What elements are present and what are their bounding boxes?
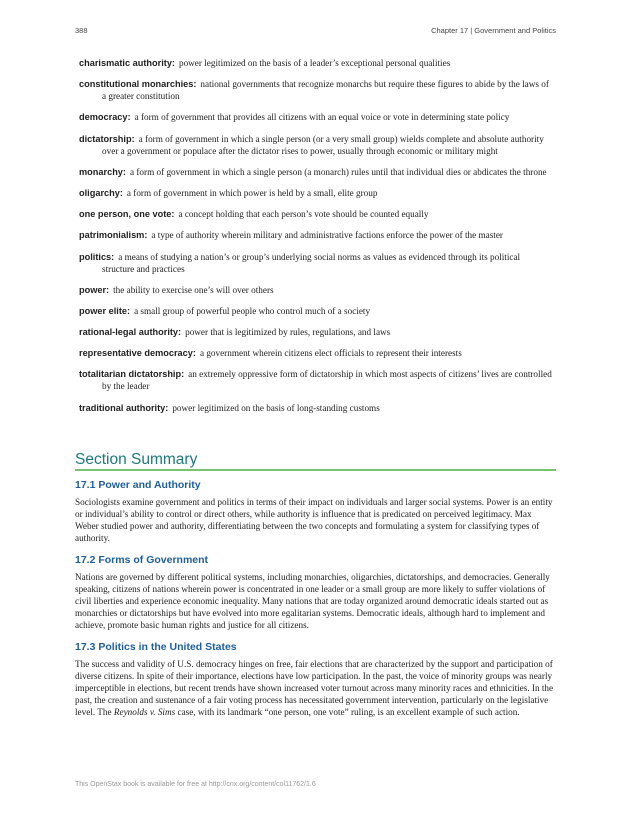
glossary-term: totalitarian dictatorship: <box>79 369 185 380</box>
glossary-term: oligarchy: <box>79 187 123 198</box>
glossary-definition: a type of authority wherein military and administrative factions enforce the power of the master <box>151 230 503 241</box>
glossary-term: one person, one vote: <box>79 209 175 220</box>
section-heading: 17.1 Power and Authority <box>75 479 201 491</box>
glossary-definition: a government wherein citizens elect officials to represent their interests <box>199 348 462 359</box>
glossary-definition: the ability to exercise one’s will over others <box>113 284 274 295</box>
glossary-entry <box>79 368 554 392</box>
page-footer: This OpenStax book is available for free at http://cnx.org/content/col11762/1.6 <box>75 781 316 788</box>
case-name: Reynolds v. Sims <box>113 707 176 717</box>
section-body <box>75 658 556 718</box>
section-heading: 17.2 Forms of Government <box>75 554 209 566</box>
glossary-definition: a small group of powerful people who control much of a society <box>134 305 371 316</box>
glossary-term: charismatic authority: <box>79 58 175 68</box>
chapter-title: Chapter 17 | Government and Politics <box>431 26 556 35</box>
glossary-term: traditional authority: <box>79 402 169 413</box>
glossary-term: power elite: <box>79 305 131 316</box>
glossary-term: rational-legal authority: <box>79 327 182 338</box>
glossary-definition: power legitimized on the basis of long-standing customs <box>172 402 380 413</box>
glossary-term: constitutional monarchies: <box>79 79 197 90</box>
glossary-entry <box>79 251 554 275</box>
section-body: Nations are governed by different political systems, including monarchies, oligarchies, dictatorships, and democracies. Generally speaking, citizens of nations wherein power is concentrated in one leader or a small group are more likely to suffer violations of civil liberties and experience economic inequality. Many nations that are today organized around democratic ideals started out as monarchies or dictatorships but have evolved into more egalitarian systems. Democratic ideals, although hard to implement and achieve, promote basic human rights and justice for all citizens. <box>75 572 550 630</box>
section-summary-title: Section Summary <box>75 451 556 471</box>
section-body: Sociologists examine government and politics in terms of their impact on individuals and larger social systems. Power is an entity or individual’s ability to control or direct others, while authority is influence that is predicated on perceived legitimacy. Max Weber studied power and authority, differentiating between the two concepts and formulating a system for classifying types of authority. <box>75 497 553 543</box>
glossary-entry <box>79 326 554 338</box>
glossary-term: democracy: <box>79 112 131 123</box>
glossary-term: monarchy: <box>79 166 126 177</box>
glossary-term: representative democracy: <box>79 348 196 359</box>
glossary-entry <box>79 133 554 157</box>
glossary-entry <box>79 208 554 220</box>
glossary-entry <box>79 78 554 102</box>
glossary <box>79 57 554 423</box>
glossary-entry <box>79 347 554 359</box>
page-number: 388 <box>75 26 88 35</box>
glossary-definition: a concept holding that each person’s vote should be counted equally <box>178 209 429 220</box>
glossary-entry <box>79 229 554 241</box>
glossary-definition: a form of government in which power is held by a small, elite group <box>126 187 378 198</box>
glossary-term: power: <box>79 284 110 295</box>
glossary-entry <box>79 57 554 69</box>
section-summary <box>75 479 556 728</box>
glossary-term: dictatorship: <box>79 133 135 144</box>
section-body-text: The success and validity of U.S. democracy hinges on free, fair elections that are characterized by the support and participation of diverse citizens. In spite of their importance, elections have low participation. In the past, the voice of minority groups was nearly imperceptible in elections, but recent trends have shown increased voter turnout across many minority races and ethnicities. In the past, the creation and sustenance of a fair voting process has necessitated government intervention, particularly on the legislative level. The <box>75 659 554 717</box>
glossary-entry <box>79 402 554 414</box>
glossary-definition: power legitimized on the basis of a leader’s exceptional personal qualities <box>178 58 451 68</box>
glossary-definition: an extremely oppressive form of dictatorship in which most aspects of citizens’ lives are controlled by the leader <box>102 369 552 392</box>
glossary-entry <box>79 111 554 123</box>
glossary-term: patrimonialism: <box>79 230 148 241</box>
glossary-definition: national governments that recognize monarchs but require these figures to abide by the laws of a greater constitution <box>102 79 549 102</box>
glossary-entry <box>79 166 554 178</box>
page-header <box>75 26 556 38</box>
glossary-definition: power that is legitimized by rules, regulations, and laws <box>185 327 391 338</box>
glossary-definition: a form of government in which a single person (or a very small group) wields complete and absolute authority over a government or populace after the dictator rises to power, usually through economic or military might <box>102 133 544 156</box>
glossary-entry <box>79 305 554 317</box>
glossary-definition: a form of government in which a single person (a monarch) rules until that individual dies or abdicates the throne <box>129 166 547 177</box>
glossary-entry <box>79 187 554 199</box>
glossary-term: politics: <box>79 251 115 262</box>
glossary-definition: a means of studying a nation’s or group’s underlying social norms as values as evidenced through its political structure and practices <box>102 251 521 274</box>
section-body-text: case, with its landmark “one person, one vote” ruling, is an excellent example of such action. <box>175 707 520 717</box>
glossary-entry <box>79 284 554 296</box>
section-heading: 17.3 Politics in the United States <box>75 641 237 653</box>
glossary-definition: a form of government that provides all citizens with an equal voice or vote in determining state policy <box>134 112 510 123</box>
